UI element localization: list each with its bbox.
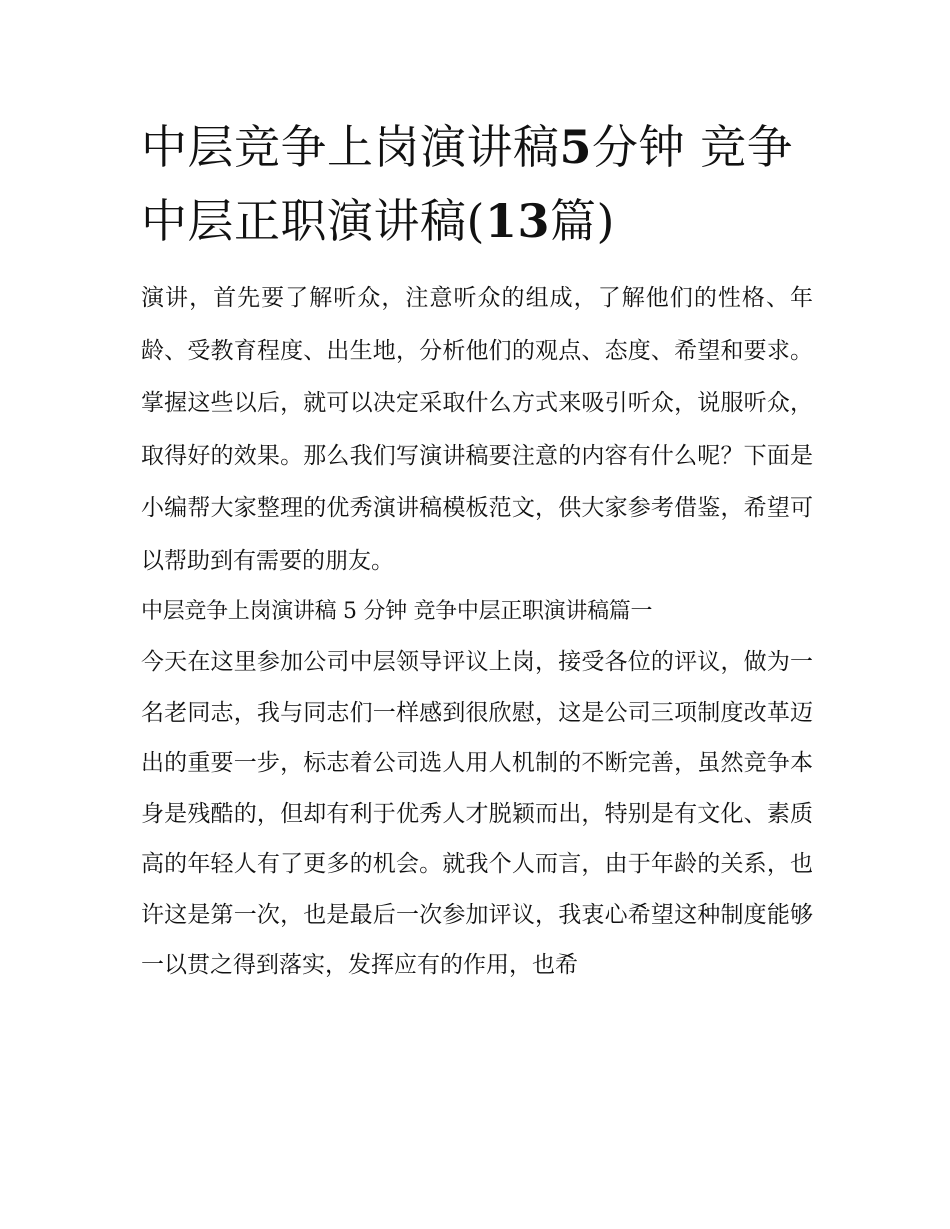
intro-paragraph: 演讲，首先要了解听众，注意听众的组成，了解他们的性格、年龄、受教育程度、出生地，分析他们的观点、态度、希望和要求。掌握这些以后，就可以决定采取什么方式来吸引听众，说服听众，取得好的效果。那么我们写演讲稿要注意的内容有什么呢？下面是小编帮大家整理的优秀演讲稿模板范文，供大家参考借鉴，希望可以帮助到有需要的朋友。 — [141, 285, 813, 574]
document-content — [141, 110, 813, 991]
title-text-part1: 中层竞争上岗演讲稿 — [141, 120, 560, 174]
title-number-duration: 5 — [559, 120, 593, 174]
document-title — [141, 110, 813, 258]
title-number-count: 13 — [484, 194, 550, 248]
body-paragraph: 今天在这里参加公司中层领导评议上岗，接受各位的评议，做为一名老同志，我与同志们一样感到很欣慰，这是公司三项制度改革迈出的重要一步，标志着公司选人用人机制的不断完善，虽然竞争本身是残酷的，但却有利于优秀人才脱颖而出，特别是有文化、素质高的年轻人有了更多的机会。就我个人而言，由于年龄的关系，也许这是第一次，也是最后一次参加评议，我衷心希望这种制度能够一以贯之得到落实，发挥应有的作用，也希 — [141, 649, 813, 978]
title-text-part2: 分钟 竞争中层正职演讲稿( — [141, 120, 794, 248]
section-heading: 中层竞争上岗演讲稿 5 分钟 竞争中层正职演讲稿篇一 — [141, 599, 653, 624]
title-text-part3: 篇) — [549, 194, 615, 248]
